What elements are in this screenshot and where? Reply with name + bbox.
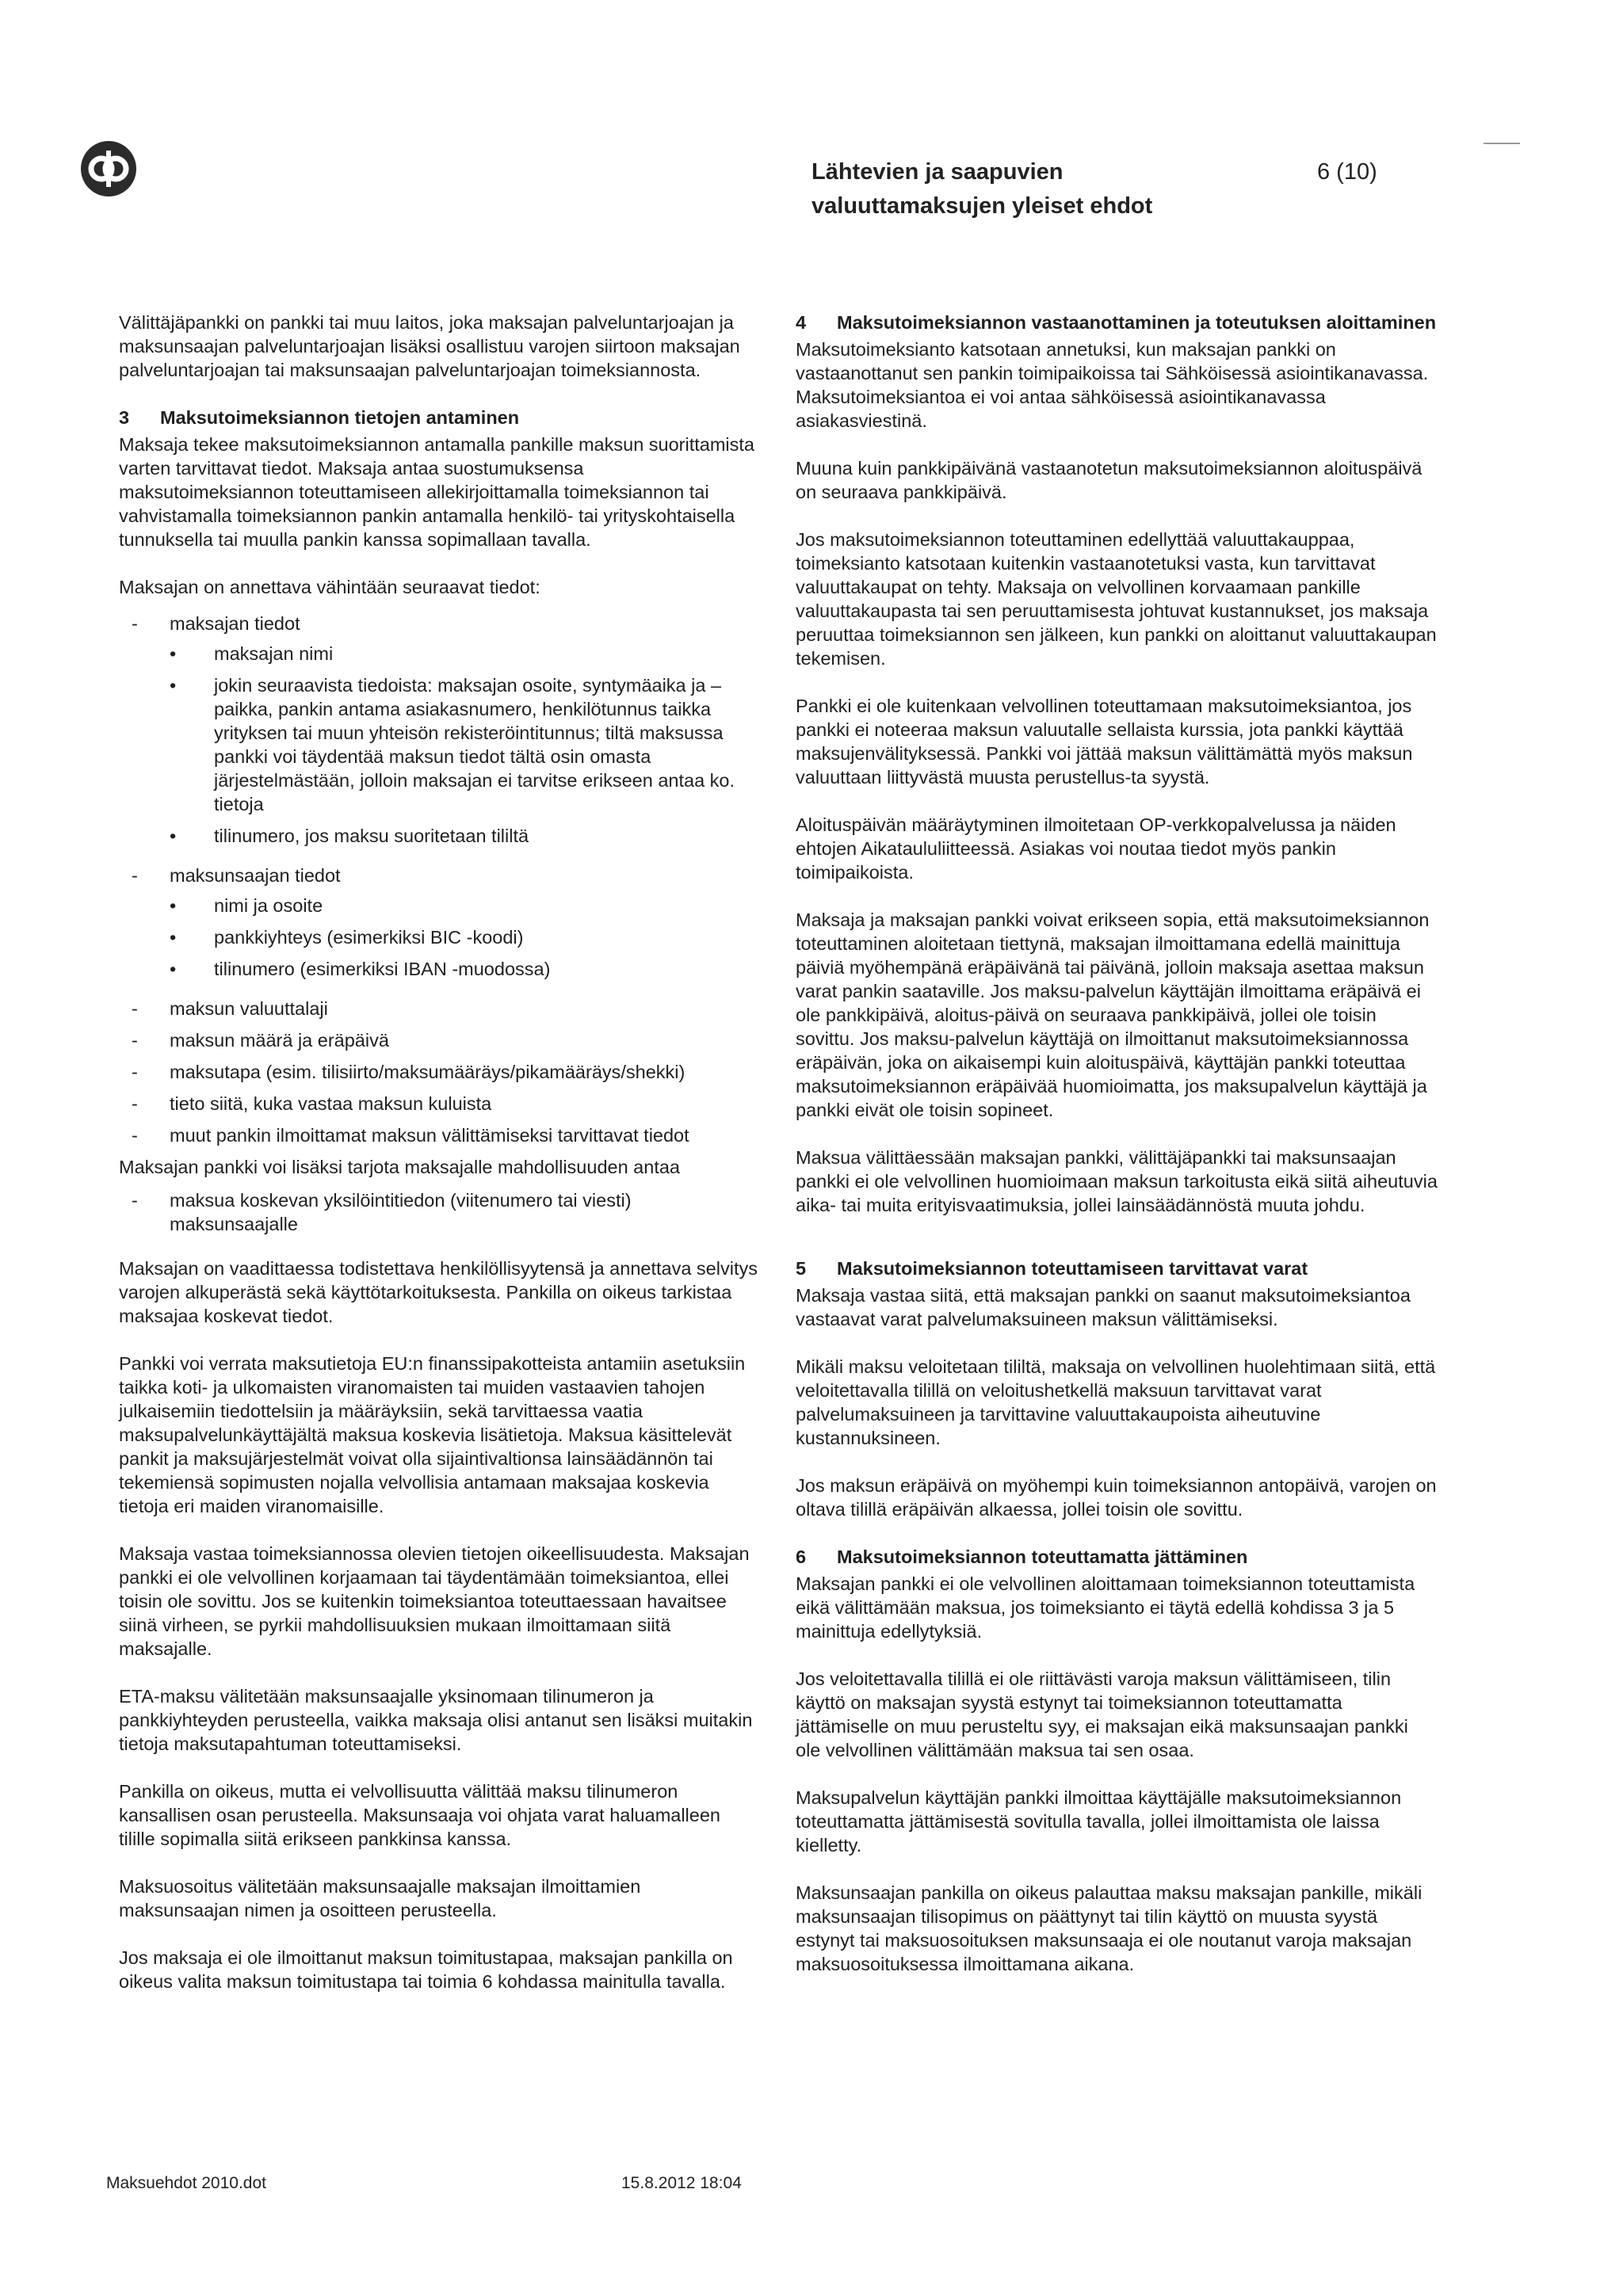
section-title: Maksutoimeksiannon toteuttamiseen tarvittavat varat xyxy=(837,1258,1308,1279)
list-item-label: tilinumero, jos maksu suoritetaan tililtä xyxy=(214,826,529,846)
list-item xyxy=(119,997,761,1020)
paragraph: Pankki ei ole kuitenkaan velvollinen toteuttamaan maksutoimeksiantoa, jos pankki ei noteeraa maksun valuutalle sellaista kurssia, jota pankki käyttää maksujenvälityksessä. Pankki voi jättää maksun välittämättä myös maksun valuuttaan liittyvästä muusta perustellus-ta syystä. xyxy=(796,696,1413,788)
bullet-marker: • xyxy=(170,826,177,846)
list-item xyxy=(119,1123,761,1147)
list-item xyxy=(170,894,761,917)
list-item xyxy=(119,1092,761,1116)
paragraph: Maksajan on vaadittaessa todistettava henkilöllisyytensä ja annettava selvitys varojen alkuperästä sekä käyttötarkoituksesta. Pankilla on oikeus tarkistaa maksajaa koskevat tiedot. xyxy=(119,1258,758,1326)
list-item-label: maksutapa (esim. tilisiirto/maksumääräys/pikamääräys/shekki) xyxy=(170,1062,685,1082)
list-item-label: maksajan tiedot xyxy=(170,613,300,634)
bullet-marker: • xyxy=(170,927,177,948)
paragraph: Pankki voi verrata maksutietoja EU:n finanssipakotteista antamiin asetuksiin taikka koti- ja ulkomaisten viranomaisten tai muiden vastaavien tahojen julkaisemiin tiedottelsiin ja määräyksiin, sekä tarvittaessa vaatia maksupalvelunkäyttäjältä maksua koskevia lisätietoja. Maksua käsittelevät pankit ja maksujärjestelmät voivat olla sijaintivaltionsa lainsäädännön tai tekemiensä sopimusten nojalla velvollisia antamaan maksajaa koskevia tietoja eri maiden viranomaisille. xyxy=(119,1353,746,1516)
dash-marker: - xyxy=(132,998,138,1019)
section-3-heading xyxy=(119,406,761,429)
footer-filename: Maksuehdot 2010.dot xyxy=(106,2174,266,2192)
scan-mark xyxy=(1484,143,1520,144)
dash-marker: - xyxy=(132,613,138,634)
bullet-list xyxy=(170,894,761,981)
bullet-marker: • xyxy=(170,675,177,696)
paragraph: Pankilla on oikeus, mutta ei velvollisuutta välittää maksu tilinumeron kansallisen osan perusteella. Maksunsaaja voi ohjata varat haluamalleen tilille sopimalla siitä erikseen pankkinsa kanssa. xyxy=(119,1781,720,1849)
paragraph: Jos maksutoimeksiannon toteuttaminen edellyttää valuuttakauppaa, toimeksianto katsotaan kuitenkin vastaanotetuksi vasta, kun tarvittavat valuuttakaupat on tehty. Maksaja on velvollinen korvaamaan pankille valuuttakaupasta tai sen peruuttamisesta johtuvat kustannukset, jos maksaja peruuttaa toimeksiannon sen jälkeen, kun pankki on aloittanut valuuttakaupan tekemisen. xyxy=(796,529,1437,669)
bullet-marker: • xyxy=(170,643,177,664)
paragraph: Maksaja vastaa siitä, että maksajan pankki on saanut maksutoimeksiantoa vastaavat varat palvelumaksuineen maksun välittämiseksi. xyxy=(796,1285,1411,1329)
section-number: 5 xyxy=(796,1258,807,1279)
paragraph: Jos veloitettavalla tilillä ei ole riittävästi varoja maksun välittämiseen, tilin käyttö on maksajan syystä estynyt tai toimeksiannon toteuttamatta jättämiselle on muu perusteltu syy, ei maksajan eikä maksunsaajan pankki ole velvollinen välittämään maksua tai sen osaa. xyxy=(796,1669,1408,1760)
paragraph: Maksaja tekee maksutoimeksiannon antamalla pankille maksun suorittamista varten tarvittavat tiedot. Maksaja antaa suostumuksensa maksutoimeksiannon toteuttamiseen allekirjoittamalla toimeksiannon tai vahvistamalla toimeksiannon pankin antamalla henkilö- tai yrityskohtaisella tunnuksella tai muulla pankin kanssa sopimallaan tavalla. xyxy=(119,434,754,550)
paragraph: Maksaja ja maksajan pankki voivat erikseen sopia, että maksutoimeksiannon toteuttaminen aloitetaan tiettynä, maksajan ilmoittamana edellä mainittuja päiviä myöhempänä eräpäivänä tai päivänä, jolloin maksaja asettaa maksun varat pankin saataville. Jos maksu-palvelun käyttäjän ilmoittama eräpäivä ei ole pankkipäivä, aloitus-päivä on seuraava pankkipäivä, jollei ole toisin sovittu. Jos maksu-palvelun käyttäjä on ilmoittanut maksutoimeksiannossa eräpäivän, joka on aikaisempi kuin aloituspäivä, käyttäjän pankki toteuttaa maksutoimeksiannon eräpäivää huomioimatta, jos maksupalvelun käyttäjä ja pankki eivät ole toisin sopineet. xyxy=(796,910,1430,1120)
list-item-label: muut pankin ilmoittamat maksun välittämiseksi tarvittavat tiedot xyxy=(170,1125,689,1146)
paragraph: Jos maksaja ei ole ilmoittanut maksun toimitustapaa, maksajan pankilla on oikeus valita maksun toimitustapa tai toimia 6 kohdassa mainitulla tavalla. xyxy=(119,1947,733,1992)
section-title: Maksutoimeksiannon toteuttamatta jättäminen xyxy=(837,1547,1248,1567)
list-item-label: tieto siitä, kuka vastaa maksun kuluista xyxy=(170,1093,492,1114)
list-item-label: maksun valuuttalaji xyxy=(170,998,328,1019)
list-item-label: pankkiyhteys (esimerkiksi BIC -koodi) xyxy=(214,927,524,948)
footer-timestamp: 15.8.2012 18:04 xyxy=(621,2174,742,2192)
list-item xyxy=(119,1028,761,1052)
list-item xyxy=(119,612,761,856)
document-title xyxy=(812,155,1152,223)
section-number: 4 xyxy=(796,312,807,333)
dash-marker: - xyxy=(132,1062,138,1082)
list-item-label: maksun määrä ja eräpäivä xyxy=(170,1030,389,1051)
section-6-heading xyxy=(796,1545,1438,1569)
dash-marker: - xyxy=(132,1030,138,1051)
paragraph: Mikäli maksu veloitetaan tililtä, maksaja on velvollinen huolehtimaan siitä, että veloitettavalla tilillä on veloitushetkellä maksuun tarvittavat varat palvelumaksuineen ja tarvittavine valuuttakaupoista aiheutuvine kustannuksineen. xyxy=(796,1356,1436,1448)
op-logo-icon xyxy=(79,139,138,198)
bullet-marker: • xyxy=(170,959,177,979)
list-item xyxy=(119,1060,761,1084)
right-column xyxy=(796,311,1438,2000)
paragraph-valittajapankki: Välittäjäpankki on pankki tai muu laitos, joka maksajan palveluntarjoajan ja maksunsaajan palveluntarjoajan lisäksi osallistuu varojen siirtoon maksajan palveluntarjoajan tai maksunsaajan palveluntarjoajan toimeksiannosta. xyxy=(119,312,740,380)
section-number: 6 xyxy=(796,1547,807,1567)
list-item-label: jokin seuraavista tiedoista: maksajan osoite, syntymäaika ja –paikka, pankin antama asiakasnumero, henkilötunnus taikka yrityksen tai muun yhteisön rekisteröintitunnus; tiltä maksussa pankki voi täydentää maksun tiedot tältä osin omasta järjestelmästään, jolloin maksajan ei tarvitse erikseen antaa ko. tietoja xyxy=(214,675,735,814)
dash-marker: - xyxy=(132,865,138,886)
paragraph: Maksupalvelun käyttäjän pankki ilmoittaa käyttäjälle maksutoimeksiannon toteuttamatta jättämisestä sovitulla tavalla, jollei ilmoittamista ole laissa kielletty. xyxy=(796,1787,1402,1855)
document-title-line2: valuuttamaksujen yleiset ehdot xyxy=(812,193,1153,219)
paragraph: Jos maksun eräpäivä on myöhempi kuin toimeksiannon antopäivä, varojen on oltava tilillä eräpäivän alkaessa, jollei toisin ole sovittu. xyxy=(796,1475,1437,1520)
list-item xyxy=(170,925,761,949)
paragraph: Maksunsaajan pankilla on oikeus palauttaa maksu maksajan pankille, mikäli maksunsaajan tilisopimus on päättynyt tai tilin käyttö on muusta syystä estynyt tai maksuosoituksen maksunsaaja ei ole noutanut varoja maksajan maksuosoituksessa ilmoittamana aikana. xyxy=(796,1882,1423,1974)
dash-marker: - xyxy=(132,1125,138,1146)
paragraph: Maksajan pankki ei ole velvollinen aloittamaan toimeksiannon toteuttamista eikä välittämään maksua, jos toimeksianto ei täytä edellä kohdissa 3 ja 5 mainittuja edellytyksiä. xyxy=(796,1573,1415,1642)
paragraph: Maksaja vastaa toimeksiannossa olevien tietojen oikeellisuudesta. Maksajan pankki ei ole velvollinen korjaamaan tai täydentämään toimeksiantoa, ellei toisin ole sovittu. Jos se kuitenkin toimeksiantoa toteuttaessaan havaitsee siinä virheen, se pyrkii mahdollisuuksien mukaan ilmoittamaan siitä maksajalle. xyxy=(119,1543,750,1659)
section-title: Maksutoimeksiannon vastaanottaminen ja toteutuksen aloittaminen xyxy=(837,312,1437,333)
dash-marker: - xyxy=(132,1093,138,1114)
paragraph: Maksuosoitus välitetään maksunsaajalle maksajan ilmoittamien maksunsaajan nimen ja osoitteen perusteella. xyxy=(119,1876,641,1920)
list-item xyxy=(119,1188,761,1236)
paragraph: Maksua välittäessään maksajan pankki, välittäjäpankki tai maksunsaajan pankki ei ole velvollinen huomioimaan maksun tarkoitusta eikä siitä aiheutuvia aika- tai muita erityisvaatimuksia, jollei lainsäädännöstä muuta johdu. xyxy=(796,1147,1438,1215)
section-4-heading xyxy=(796,311,1438,334)
list-item-label: nimi ja osoite xyxy=(214,895,323,916)
paragraph: Aloituspäivän määräytyminen ilmoitetaan OP-verkkopalvelussa ja näiden ehtojen Aikataululiitteessä. Asiakas voi noutaa tiedot myös pankin toimipaikoista. xyxy=(796,814,1396,883)
list-item-label: tilinumero (esimerkiksi IBAN -muodossa) xyxy=(214,959,551,979)
list-item xyxy=(170,824,761,848)
paragraph: ETA-maksu välitetään maksunsaajalle yksinomaan tilinumeron ja pankkiyhteyden perusteella, vaikka maksaja olisi antanut sen lisäksi muitakin tietoja maksutapahtuman toteuttamiseksi. xyxy=(119,1686,753,1754)
document-title-line1: Lähtevien ja saapuvien xyxy=(812,159,1064,185)
section-number: 3 xyxy=(119,407,130,428)
paragraph: Maksajan on annettava vähintään seuraavat tiedot: xyxy=(119,577,540,597)
list-item xyxy=(170,673,761,816)
paragraph: Maksutoimeksianto katsotaan annetuksi, kun maksajan pankki on vastaanottanut sen pankin toimipaikoissa tai Sähköisessä asiointikanavassa. Maksutoimeksiantoa ei voi antaa sähköisessä asiointikanavassa asiakasviestinä. xyxy=(796,339,1429,431)
list-item-label: maksajan nimi xyxy=(214,643,334,664)
list-item-label: maksunsaajan tiedot xyxy=(170,865,341,886)
bullet-list xyxy=(170,642,761,848)
paragraph: Maksajan pankki voi lisäksi tarjota maksajalle mahdollisuuden antaa xyxy=(119,1157,680,1177)
section-5-heading xyxy=(796,1257,1438,1280)
list-item xyxy=(119,864,761,989)
section-title: Maksutoimeksiannon tietojen antaminen xyxy=(160,407,520,428)
list-item-label: maksua koskevan yksilöintitiedon (viitenumero tai viesti) maksunsaajalle xyxy=(170,1190,632,1234)
paragraph: Muuna kuin pankkipäivänä vastaanotetun maksutoimeksiannon aloituspäivä on seuraava pankkipäivä. xyxy=(796,458,1423,502)
bullet-marker: • xyxy=(170,895,177,916)
list-item xyxy=(170,642,761,666)
list-item xyxy=(170,957,761,981)
page-number: 6 (10) xyxy=(1317,159,1377,185)
left-column xyxy=(119,311,761,2017)
dash-marker: - xyxy=(132,1190,138,1211)
